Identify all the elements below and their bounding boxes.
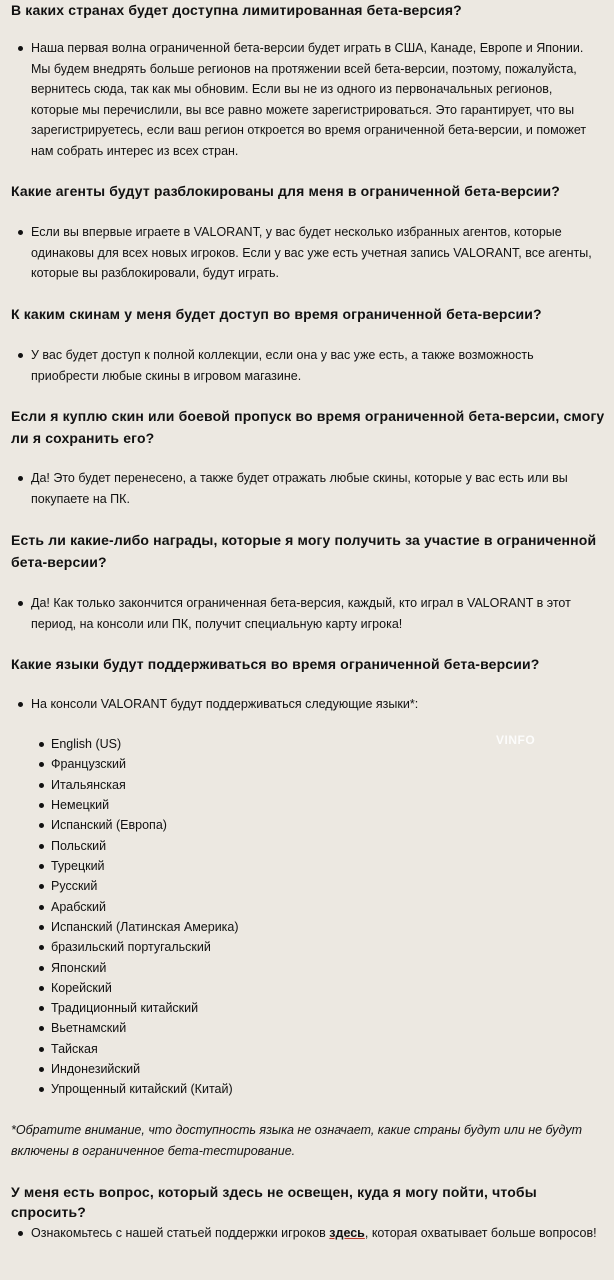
faq-answer-agents: Если вы впервые играете в VALORANT, у вас будет несколько избранных агентов, которые одинаковы для всех новых игроков. Если у вас уже есть учетная запись VALORANT, все агенты, которые вы разблокировали, будут играть. xyxy=(31,222,603,284)
faq-answer-battlepass: Да! Это будет перенесено, а также будет отражать любые скины, которые у вас есть или вы покупаете на ПК. xyxy=(31,468,603,509)
language-item: Индонезийский xyxy=(51,1059,140,1079)
support-text-after: , которая охватывает больше вопросов! xyxy=(364,1226,597,1240)
support-text-before: Ознакомьтесь с нашей статьей поддержки игроков xyxy=(31,1226,330,1240)
language-item: Упрощенный китайский (Китай) xyxy=(51,1079,233,1099)
faq-question-regions: В каких странах будет доступна лимитированная бета-версия? xyxy=(11,2,462,18)
language-item: Испанский (Европа) xyxy=(51,815,167,835)
language-item: Вьетнамский xyxy=(51,1018,126,1038)
language-item: Традиционный китайский xyxy=(51,998,198,1018)
faq-question-skins: К каким скинам у меня будет доступ во время ограниченной бета-версии? xyxy=(11,306,542,322)
language-item: Тайская xyxy=(51,1039,98,1059)
language-item: Немецкий xyxy=(51,795,109,815)
faq-answer-languages: На консоли VALORANT будут поддерживаться следующие языки*: xyxy=(31,694,603,715)
language-item: Польский xyxy=(51,836,106,856)
language-item: English (US) xyxy=(51,734,121,754)
faq-question-battlepass: Если я куплю скин или боевой пропуск во время ограниченной бета-версии, смогу ли я сохранить его? xyxy=(11,408,605,446)
watermark: VINFO xyxy=(496,733,536,747)
language-item: Испанский (Латинская Америка) xyxy=(51,917,239,937)
language-item: Итальянская xyxy=(51,775,126,795)
language-item: Корейский xyxy=(51,978,112,998)
language-item: Арабский xyxy=(51,897,106,917)
faq-question-rewards: Есть ли какие-либо награды, которые я могу получить за участие в ограниченной бета-версии? xyxy=(11,532,597,570)
language-item: Японский xyxy=(51,958,106,978)
faq-answer-skins: У вас будет доступ к полной коллекции, если она у вас уже есть, а также возможность приобрести любые скины в игровом магазине. xyxy=(31,345,603,386)
faq-question-languages: Какие языки будут поддерживаться во время ограниченной бета-версии? xyxy=(11,656,540,672)
language-item: бразильский португальский xyxy=(51,937,211,957)
faq-answer-regions: Наша первая волна ограниченной бета-версии будет играть в США, Канаде, Европе и Японии. Мы будем внедрять больше регионов на протяжении всей бета-версии, поэтому, пожалуйста, вернитесь сюда, так как мы обновим. Если вы не из одного из первоначальных регионов, которые мы перечислили, вы все равно можете зарегистрироваться. Это гарантирует, что вы зарегистрируетесь, если ваш регион откроется во время ограниченной бета-версии, и поможет нам собрать интерес из всех стран. xyxy=(31,38,603,161)
support-link[interactable]: здесь xyxy=(329,1226,365,1240)
language-item: Турецкий xyxy=(51,856,105,876)
language-item: Русский xyxy=(51,876,97,896)
faq-answer-rewards: Да! Как только закончится ограниченная бета-версия, каждый, кто играл в VALORANT в этот период, на консоли или ПК, получит специальную карту игрока! xyxy=(31,593,603,634)
faq-question-support: У меня есть вопрос, который здесь не освещен, куда я могу пойти, чтобы спросить? xyxy=(11,1184,537,1220)
faq-answer-support xyxy=(31,1223,603,1244)
language-note: *Обратите внимание, что доступность языка не означает, какие страны будут или не будут включены в ограниченное бета-тестирование. xyxy=(11,1123,582,1158)
faq-question-agents: Какие агенты будут разблокированы для меня в ограниченной бета-версии? xyxy=(11,183,560,199)
language-item: Французский xyxy=(51,754,126,774)
